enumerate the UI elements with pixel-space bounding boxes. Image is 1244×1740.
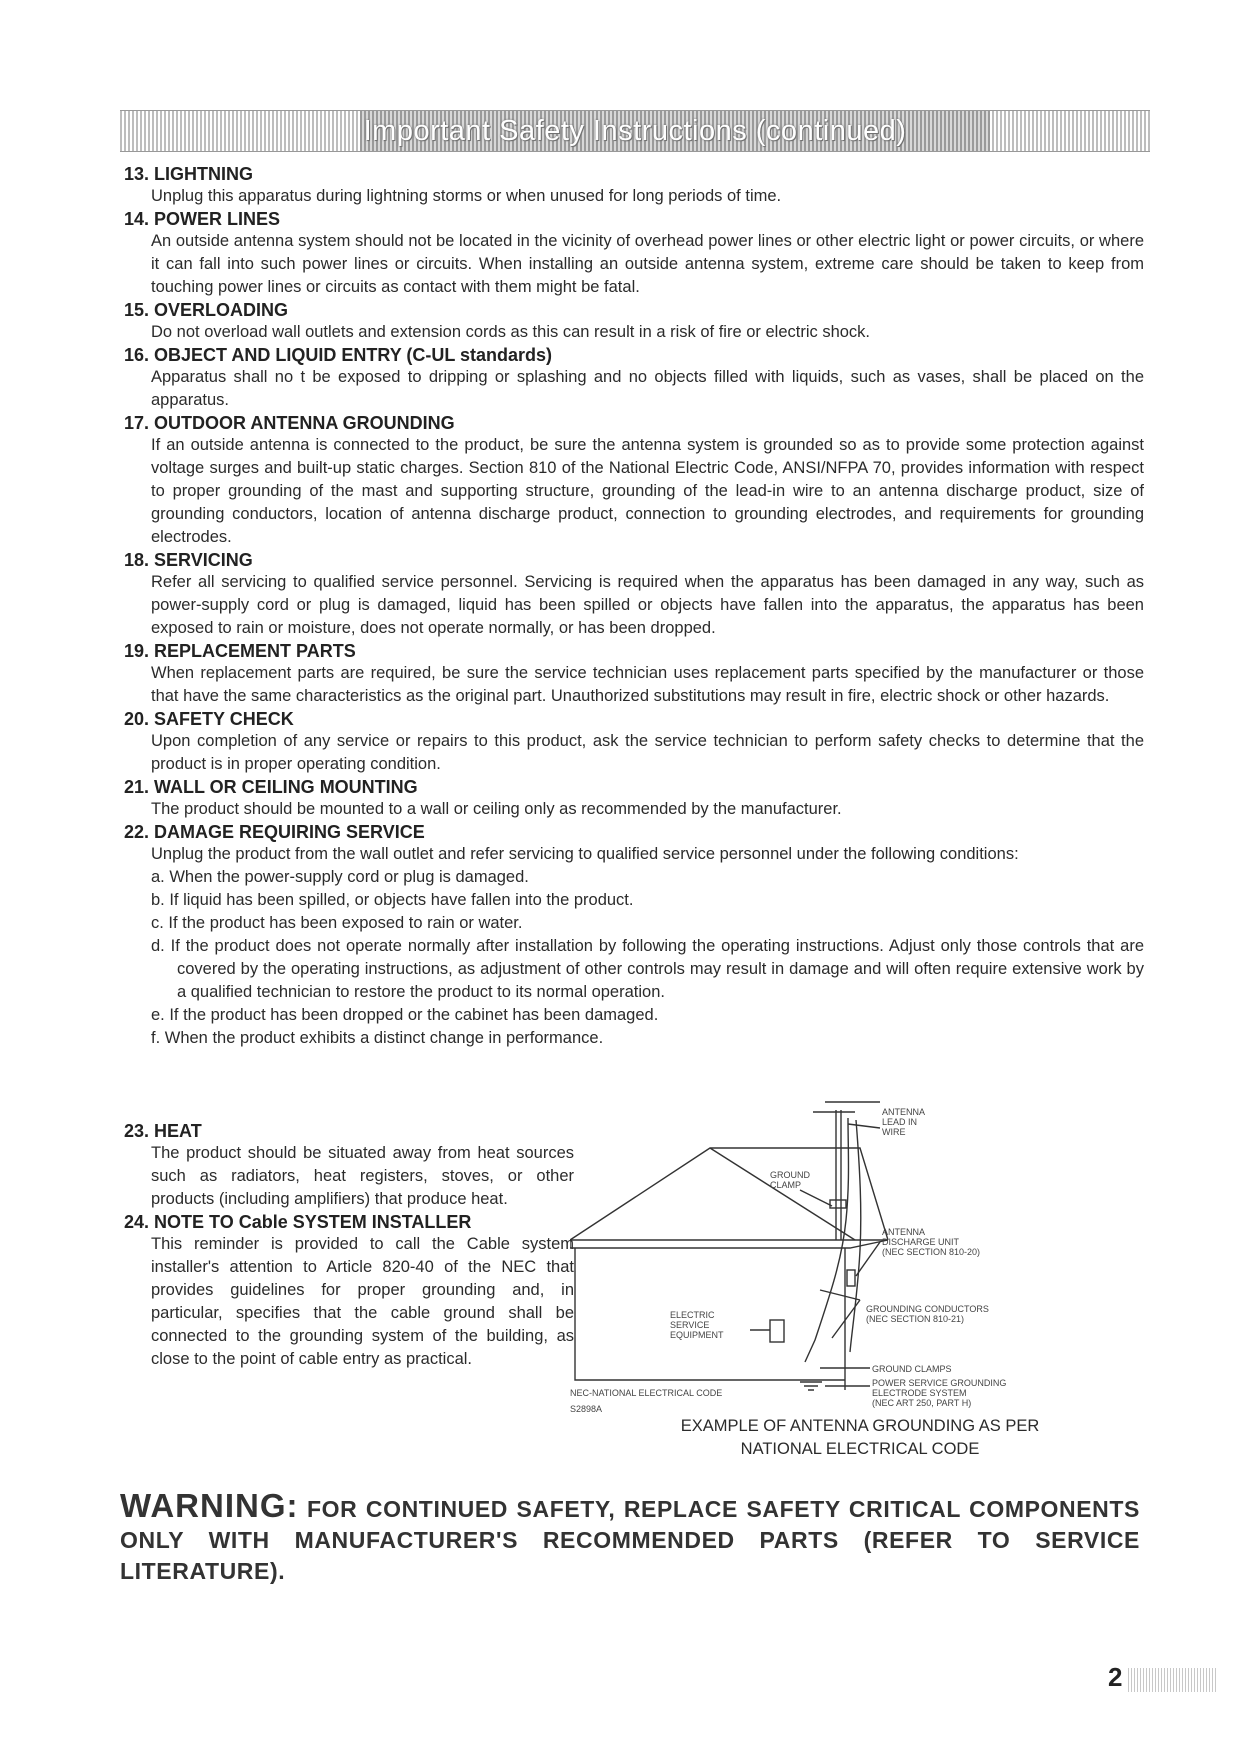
section-18-heading: 18. SERVICING	[124, 550, 253, 570]
section-13-text: Unplug this apparatus during lightning storms or when unused for long periods of time.	[151, 187, 782, 205]
label-discharge-1: ANTENNA	[882, 1227, 926, 1237]
caption-line-1: EXAMPLE OF ANTENNA GROUNDING AS PER	[680, 1417, 1040, 1435]
section-22-item-a: a. When the power-supply cord or plug is damaged.	[151, 868, 529, 886]
section-14-text: An outside antenna system should not be located in the vicinity of overhead power lines or other electric light or power circuits, or where it can fall into such power lines or circuits. When installing an outside antenna system, extreme care should be taken to keep from touching power lines or circuits as contact with them might be fatal.	[151, 232, 1144, 296]
section-13-heading: 13. LIGHTNING	[124, 164, 254, 184]
page-title: Important Safety Instructions (continued)	[363, 115, 907, 147]
header-banner	[120, 110, 1150, 152]
section-22-item-b: b. If liquid has been spilled, or objects have fallen into the product.	[151, 891, 634, 909]
section-22-text: Unplug the product from the wall outlet and refer servicing to qualified service personnel under the following conditions:	[151, 845, 1019, 863]
warning-text: FOR CONTINUED SAFETY, REPLACE SAFETY CRITICAL COMPONENTS ONLY WITH MANUFACTURER'S RECOMMENDED PARTS (REFER TO SERVICE LITERATURE).	[120, 1496, 1140, 1584]
section-23-text: The product should be situated away from heat sources such as radiators, heat registers, stoves, or other products (including amplifiers) that produce heat.	[151, 1144, 574, 1208]
section-16-text: Apparatus shall no t be exposed to dripping or splashing and no objects filled with liquids, such as vases, shall be placed on the apparatus.	[151, 368, 1144, 409]
label-discharge-2: DISCHARGE UNIT	[882, 1237, 960, 1247]
antenna-grounding-diagram	[570, 1090, 1090, 1420]
ground-electrode	[800, 1382, 822, 1390]
label-power-3: (NEC ART 250, PART H)	[872, 1398, 972, 1408]
section-20-text: Upon completion of any service or repairs to this product, ask the service technician to perform safety checks to determine that the product is in proper operating condition.	[151, 732, 1144, 773]
caption-line-2: NATIONAL ELECTRICAL CODE	[740, 1440, 980, 1458]
roof-edge	[570, 1240, 888, 1248]
section-22-item-c: c. If the product has been exposed to rain or water.	[151, 914, 523, 932]
label-electric-3: EQUIPMENT	[670, 1330, 724, 1340]
label-ground-clamp-2: CLAMP	[770, 1180, 802, 1190]
section-21-text: The product should be mounted to a wall or ceiling only as recommended by the manufacturer.	[151, 800, 842, 818]
section-22-item-d: d. If the product does not operate normally after installation by following the operating instructions. Adjust only those controls that are covered by the operating instructions, as adjustment of other controls may result in damage and will often require extensive work by a qualified technician to restore the product to its normal operation.	[151, 937, 1144, 1001]
section-24-heading: 24. NOTE TO Cable SYSTEM INSTALLER	[124, 1212, 472, 1232]
section-16-heading: 16. OBJECT AND LIQUID ENTRY (C-UL standards)	[124, 345, 553, 365]
leader-ground-clamp	[800, 1190, 832, 1206]
lower-left-sections	[124, 1120, 574, 1371]
section-17-heading: 17. OUTDOOR ANTENNA GROUNDING	[124, 413, 455, 433]
ground-clamp	[830, 1200, 846, 1208]
discharge-unit	[847, 1270, 855, 1286]
section-19-text: When replacement parts are required, be sure the service technician uses replacement parts specified by the manufacturer or those that have the same characteristics as the original part. Unauthorized substitutions may result in fire, electric shock or other hazards.	[151, 664, 1144, 705]
warning-lead: WARNING:	[120, 1487, 299, 1524]
section-24-text: This reminder is provided to call the Cable system installer's attention to Article 820-40 of the NEC that provides guidelines for proper grounding and, in particular, specifies that the cable ground shall be connected to the grounding system of the building, as close to the point of cable entry as practical.	[151, 1235, 574, 1368]
section-17-text: If an outside antenna is connected to the product, be sure the antenna system is grounded so as to provide some protection against voltage surges and built-up static charges. Section 810 of the National Electric Code, ANSI/NFPA 70, provides information with respect to proper grounding of the mast and supporting structure, grounding of the lead-in wire to an antenna discharge product, size of grounding conductors, location of antenna discharge product, connection to grounding electrodes, and requirements for grounding electrodes.	[151, 436, 1144, 546]
section-21-heading: 21. WALL OR CEILING MOUNTING	[124, 777, 418, 797]
label-ground-clamp-1: GROUND	[770, 1170, 810, 1180]
label-code: S2898A	[570, 1404, 603, 1414]
label-discharge-3: (NEC SECTION 810-20)	[882, 1247, 981, 1257]
page-number: 2	[1108, 1662, 1123, 1692]
antenna-mast	[836, 1110, 841, 1240]
diagram-caption	[600, 1415, 1120, 1461]
section-20-heading: 20. SAFETY CHECK	[124, 709, 294, 729]
section-22-item-f: f. When the product exhibits a distinct change in performance.	[151, 1029, 604, 1047]
label-conductors-2: (NEC SECTION 810-21)	[866, 1314, 965, 1324]
section-23-heading: 23. HEAT	[124, 1121, 202, 1141]
section-22-item-e: e. If the product has been dropped or the cabinet has been damaged.	[151, 1006, 659, 1024]
electric-service-box	[770, 1320, 784, 1342]
page-number-bar	[1128, 1668, 1218, 1692]
label-antenna-lead-2: LEAD IN	[882, 1117, 918, 1127]
ground-wire	[850, 1120, 861, 1352]
label-antenna-lead-3: WIRE	[882, 1127, 906, 1137]
label-antenna-lead-1: ANTENNA	[882, 1107, 926, 1117]
label-power-1: POWER SERVICE GROUNDING	[872, 1378, 1007, 1388]
label-clamps: GROUND CLAMPS	[872, 1364, 952, 1374]
roof-ridge	[710, 1148, 855, 1240]
section-14-heading: 14. POWER LINES	[124, 209, 281, 229]
label-conductors-1: GROUNDING CONDUCTORS	[866, 1304, 989, 1314]
label-power-2: ELECTRODE SYSTEM	[872, 1388, 967, 1398]
section-18-text: Refer all servicing to qualified service personnel. Servicing is required when the apparatus has been damaged in any way, such as power-supply cord or plug is damaged, liquid has been spilled or objects have fallen into the apparatus, the apparatus has been exposed to rain or moisture, does not operate normally, or has been dropped.	[151, 573, 1144, 637]
warning-notice	[120, 1487, 1140, 1587]
section-15-text: Do not overload wall outlets and extension cords as this can result in a risk of fire or electric shock.	[151, 323, 871, 341]
section-19-heading: 19. REPLACEMENT PARTS	[124, 641, 356, 661]
section-22-heading: 22. DAMAGE REQUIRING SERVICE	[124, 822, 425, 842]
label-electric-1: ELECTRIC	[670, 1310, 715, 1320]
safety-instructions-list	[124, 163, 1144, 1050]
label-electric-2: SERVICE	[670, 1320, 710, 1330]
label-nec: NEC-NATIONAL ELECTRICAL CODE	[570, 1388, 723, 1398]
section-15-heading: 15. OVERLOADING	[124, 300, 289, 320]
leader-antenna-lead	[848, 1124, 880, 1128]
